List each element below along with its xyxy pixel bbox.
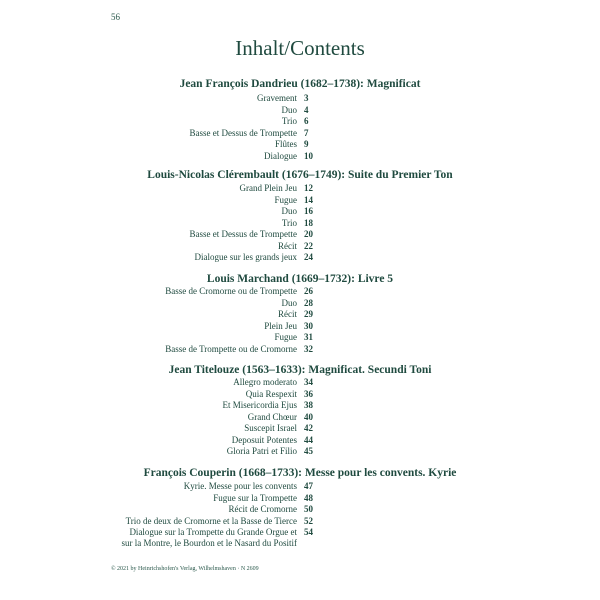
toc-entry[interactable] xyxy=(0,400,600,412)
entry-page: 40 xyxy=(304,411,313,422)
toc-entry[interactable] xyxy=(0,435,600,447)
toc-entry[interactable] xyxy=(0,493,600,505)
entry-page: 44 xyxy=(304,434,313,445)
toc-entry[interactable] xyxy=(0,298,600,310)
entry-title: Récit xyxy=(278,240,297,251)
toc-entry[interactable] xyxy=(0,344,600,356)
entry-title: Récit xyxy=(278,309,297,319)
toc-entry[interactable] xyxy=(0,183,600,195)
entry-title: Trio de deux de Cromorne et la Basse de Tierce xyxy=(125,515,297,526)
entry-page: 28 xyxy=(304,297,313,308)
toc-entry[interactable] xyxy=(0,139,600,151)
entry-page: 47 xyxy=(304,481,313,491)
toc-entry[interactable] xyxy=(0,321,600,333)
entry-page: 9 xyxy=(304,139,309,149)
entry-page: 22 xyxy=(304,240,313,251)
entry-title: Basse et Dessus de Trompette xyxy=(189,127,297,138)
entry-page: 18 xyxy=(304,217,313,228)
entry-title: Kyrie. Messe pour les convents xyxy=(183,481,297,491)
page-title: Inhalt/Contents xyxy=(235,36,365,60)
entry-title: Duo xyxy=(281,206,297,216)
entry-title: Gloria Patri et Filio xyxy=(226,446,297,456)
entry-page: 12 xyxy=(304,183,313,193)
entry-title: Récit de Cromorne xyxy=(228,504,297,514)
toc-entry[interactable] xyxy=(0,252,600,264)
toc-entry[interactable] xyxy=(0,206,600,218)
toc-entry[interactable] xyxy=(0,286,600,298)
entry-title: Grand Chœur xyxy=(247,411,297,422)
toc-entry[interactable] xyxy=(0,105,600,117)
entry-page: 7 xyxy=(304,127,309,138)
toc-entry[interactable] xyxy=(0,504,600,516)
entry-title: Duo xyxy=(281,297,297,308)
entry-page: 20 xyxy=(304,229,313,239)
copyright-footer: © 2021 by Heinrichshofen's Verlag, Wilhelmshaven · N 2609 xyxy=(111,566,259,572)
toc-entry[interactable] xyxy=(0,481,600,493)
toc-entry[interactable] xyxy=(0,241,600,253)
entry-title: Trio xyxy=(281,217,297,228)
toc-entry[interactable] xyxy=(0,309,600,321)
toc-entry[interactable] xyxy=(0,377,600,389)
toc-entry[interactable] xyxy=(0,412,600,424)
entry-title xyxy=(122,527,297,549)
toc-entry[interactable] xyxy=(0,128,600,140)
entry-title: Basse de Cromorne ou de Trompette xyxy=(165,286,297,296)
entry-title: Plein Jeu xyxy=(264,320,297,331)
entry-title: Flûtes xyxy=(274,139,297,149)
section-heading: Jean Titelouze (1563–1633): Magnificat. Secundi Toni xyxy=(168,364,432,376)
section-heading: Jean François Dandrieu (1682–1738): Magnificat xyxy=(179,78,421,90)
entry-title: Suscepit Israel xyxy=(244,423,297,433)
entry-page: 10 xyxy=(304,150,313,161)
section-heading: François Couperin (1668–1733): Messe pour les convents. Kyrie xyxy=(143,467,457,479)
entry-page: 26 xyxy=(304,286,313,296)
entry-page: 16 xyxy=(304,206,313,216)
toc-entry[interactable] xyxy=(0,195,600,207)
toc-entry[interactable] xyxy=(0,218,600,230)
entry-title: Grand Plein Jeu xyxy=(239,183,297,193)
entry-page: 34 xyxy=(304,377,313,387)
toc-entry[interactable] xyxy=(0,332,600,344)
toc-entry[interactable] xyxy=(0,116,600,128)
toc-entry[interactable] xyxy=(0,446,600,458)
entry-title: Basse et Dessus de Trompette xyxy=(189,229,297,239)
entry-page: 52 xyxy=(304,515,313,526)
entry-page: 3 xyxy=(304,93,309,103)
entry-title-line: sur la Montre, le Bourdon et le Nasard du Positif xyxy=(121,538,297,548)
entry-title: Dialogue xyxy=(264,150,297,161)
entry-title: Deposuit Potentes xyxy=(231,434,297,445)
toc-entry[interactable] xyxy=(0,229,600,241)
entry-page: 14 xyxy=(304,194,313,205)
toc-entry[interactable] xyxy=(0,527,600,549)
entry-title: Quia Respexit xyxy=(245,388,297,399)
entry-page: 31 xyxy=(304,332,313,342)
entry-page: 4 xyxy=(304,104,309,115)
entry-title: Trio xyxy=(281,116,297,126)
entry-page: 54 xyxy=(304,527,313,537)
entry-title: Et Misericordia Ejus xyxy=(222,400,297,410)
toc-entry[interactable] xyxy=(0,151,600,163)
entry-page: 32 xyxy=(304,343,313,354)
entry-page: 50 xyxy=(304,504,313,514)
entry-title: Fugue xyxy=(274,194,297,205)
toc-entry[interactable] xyxy=(0,516,600,528)
entry-title: Fugue xyxy=(274,332,297,342)
entry-title: Duo xyxy=(281,104,297,115)
page-number: 56 xyxy=(111,12,120,22)
section-heading: Louis-Nicolas Clérembault (1676–1749): Suite du Premier Ton xyxy=(147,169,453,181)
toc-entry[interactable] xyxy=(0,389,600,401)
entry-title: Fugue sur la Trompette xyxy=(213,492,297,503)
entry-title: Dialogue sur les grands jeux xyxy=(194,252,297,262)
entry-page: 36 xyxy=(304,388,313,399)
entry-page: 6 xyxy=(304,116,309,126)
entry-page: 45 xyxy=(304,446,313,456)
entry-title: Allegro moderato xyxy=(233,377,297,387)
entry-page: 38 xyxy=(304,400,313,410)
entry-title: Gravement xyxy=(257,93,297,103)
entry-title-line: Dialogue sur la Trompette du Grande Orgue et xyxy=(129,527,297,537)
entry-page: 24 xyxy=(304,252,313,262)
entry-page: 48 xyxy=(304,492,313,503)
entry-page: 42 xyxy=(304,423,313,433)
toc-entry[interactable] xyxy=(0,423,600,435)
entry-page: 30 xyxy=(304,320,313,331)
section-heading: Louis Marchand (1669–1732): Livre 5 xyxy=(206,273,394,285)
toc-entry[interactable] xyxy=(0,93,600,105)
entry-page: 29 xyxy=(304,309,313,319)
entry-title: Basse de Trompette ou de Cromorne xyxy=(165,343,297,354)
